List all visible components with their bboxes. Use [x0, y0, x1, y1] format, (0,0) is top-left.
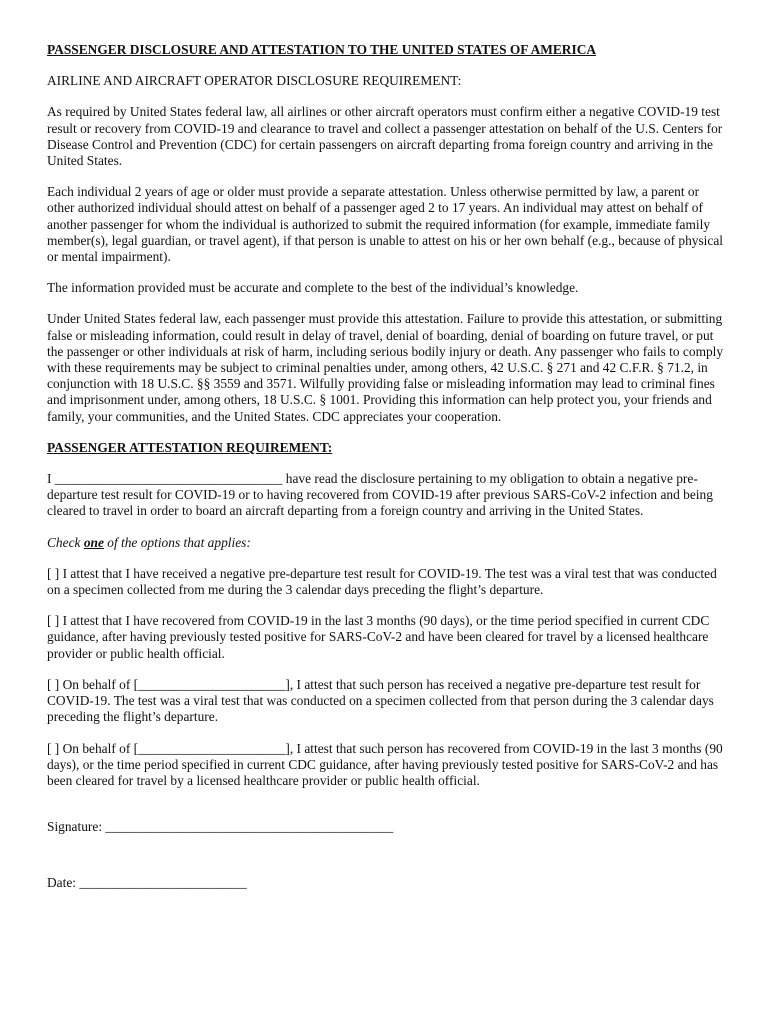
date-line[interactable]: Date: _________________________ — [47, 875, 247, 891]
check-prefix: Check — [47, 534, 84, 550]
check-suffix: of the options that applies: — [103, 534, 251, 550]
attestation-heading: PASSENGER ATTESTATION REQUIREMENT: — [47, 439, 333, 455]
attestation-statement: I __________________________________ have read the disclosure pertaining to my obligation to obtain a negative pre-departure test result for COVID-19 or to having recovered from COVID-19 after previous SARS-CoV-2 infection and being cleared to travel in order to board an aircraft departing from a foreign country and arriving in the United States. — [47, 471, 713, 519]
disclosure-paragraph-1: As required by United States federal law, all airlines or other aircraft operators must confirm either a negative COVID-19 test result or recovery from COVID-19 and clearance to travel and collect a passenger attestation on behalf of the U.S. Centers for Disease Control and Prevention (CDC) for certain passengers on aircraft departing froma foreign country and arriving in the United States. — [47, 104, 723, 169]
option-negative-test-behalf[interactable]: [ ] On behalf of [______________________], I attest that such person has received a negative pre-departure test result for COVID-19. The test was a viral test that was conducted on a specimen collected from that person during the 3 calendar days preceding the flight’s departure. — [47, 676, 714, 725]
disclosure-paragraph-2: Each individual 2 years of age or older must provide a separate attestation. Unless otherwise permitted by law, a parent or other authorized individual should attest on behalf of a passenger aged 2 to 17 years. An individual may attest on behalf of another passenger for whom the individual is authorized to submit the required information (for example, immediate family member(s), legal guardian, or travel agent), if that person is unable to attest on his or her own behalf (e.g., because of physical or mental impairment). — [47, 184, 723, 265]
option-recovered-self[interactable]: [ ] I attest that I have recovered from COVID-19 in the last 3 months (90 days), or the time period specified in current CDC guidance, after having previously tested positive for SARS-CoV-2 and have been cleared for travel by a licensed healthcare provider or public health official. — [47, 613, 710, 661]
check-instruction — [47, 535, 725, 551]
option-negative-test-self[interactable]: [ ] I attest that I have received a negative pre-departure test result for COVID-19. The test was a viral test that was conducted on a specimen collected from me during the 3 calendar days preceding the flight’s departure. — [47, 565, 717, 598]
check-emphasis: one — [83, 534, 104, 550]
signature-line[interactable]: Signature: ___________________________________________ — [47, 819, 394, 835]
document-page — [47, 42, 725, 892]
disclosure-paragraph-4: Under United States federal law, each passenger must provide this attestation. Failure to provide this attestation, or submitting false or misleading information, could result in delay of travel, denial of boarding, denial of boarding on future travel, or put the passenger or other individuals at risk of harm, including serious bodily injury or death. Any passenger who fails to comply with these requirements may be subject to criminal penalties under, among others, 42 U.S.C. § 271 and 42 C.F.R. § 71.2, in conjunction with 18 U.S.C. §§ 3559 and 3571. Wilfully providing false or misleading information may lead to criminal fines and imprisonment under, among others, 18 U.S.C. § 1001. Providing this information can help protect you, your friends and family, your communities, and the United States. CDC appreciates your cooperation. — [47, 311, 724, 424]
disclosure-paragraph-3: The information provided must be accurate and complete to the best of the individual’s knowledge. — [47, 280, 579, 296]
option-recovered-behalf[interactable]: [ ] On behalf of [______________________], I attest that such person has recovered from COVID-19 in the last 3 months (90 days), or the time period specified in current CDC guidance, after having previously tested positive for SARS-CoV-2 and has been cleared for travel by a licensed healthcare provider or public health official. — [47, 740, 723, 788]
disclosure-heading: AIRLINE AND AIRCRAFT OPERATOR DISCLOSURE REQUIREMENT: — [47, 73, 462, 89]
document-title: PASSENGER DISCLOSURE AND ATTESTATION TO THE UNITED STATES OF AMERICA — [47, 42, 597, 57]
